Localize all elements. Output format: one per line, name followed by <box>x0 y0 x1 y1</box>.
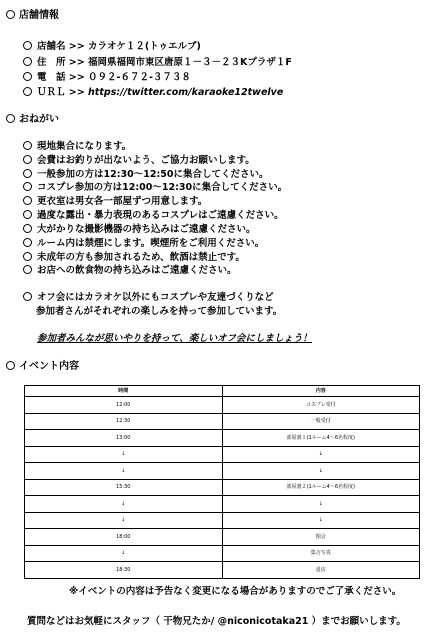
table-row: 18:00 閉会 <box>25 529 420 546</box>
table-row: ↓ 集合写真 <box>25 545 420 562</box>
store-url-link[interactable]: https://twitter.com/karaoke12twelve <box>88 87 284 98</box>
request-item: 会費はお釣りが出ないよう、ご協力お願いします。 <box>23 155 255 167</box>
circle-bullet-icon <box>23 196 32 205</box>
circle-bullet-icon <box>23 265 32 274</box>
store-name-value: カラオケ１２(トゥエルブ) <box>88 41 201 52</box>
request-item: ルーム内は禁煙にします。喫煙所をご利用ください。 <box>23 238 264 250</box>
store-phone-row <box>23 72 191 84</box>
closing-line-2: 参加者さんがそれぞれの楽しみを持って参加しています。 <box>36 306 283 317</box>
circle-bullet-icon <box>23 57 32 66</box>
store-url-row <box>23 87 283 99</box>
closing-line-1: オフ会にはカラオケ以外にもコスプレや友達づくりなど <box>23 292 274 304</box>
request-item: コスプレ参加の方は12:00～12:30に集合してください。 <box>23 182 287 194</box>
circle-bullet-icon <box>23 87 32 96</box>
store-name-row <box>23 41 201 53</box>
event-schedule-table <box>24 385 420 579</box>
event-heading: イベント内容 <box>6 361 79 373</box>
store-address-value: 福岡県福岡市東区唐原１－３－２３Kプラザ１F <box>88 57 292 68</box>
circle-bullet-icon <box>23 155 32 164</box>
event-change-note: ※イベントの内容は予告なく変更になる場合がありますのでご了承ください。 <box>69 586 402 597</box>
circle-bullet-icon <box>23 141 32 150</box>
store-phone-label: 電 話 >> <box>37 72 85 83</box>
request-item: 更衣室は男女各一部屋ずつ用意します。 <box>23 196 207 208</box>
store-name-label: 店舗名 >> <box>37 41 85 52</box>
circle-bullet-icon <box>23 224 32 233</box>
request-item: 現地集合になります。 <box>23 141 131 153</box>
store-phone-value: ０９２-６７２-３７３８ <box>88 72 191 83</box>
circle-bullet-icon <box>23 41 32 50</box>
table-row: 15:30 部屋割２(1ルーム4～6名程度) <box>25 479 420 496</box>
table-row: ↓ ↓ <box>25 512 420 529</box>
request-item: 一般参加の方は12:30～12:50に集合してください。 <box>23 169 268 181</box>
table-row: ↓ ↓ <box>25 446 420 463</box>
circle-bullet-icon <box>23 292 32 301</box>
table-row: ↓ ↓ <box>25 463 420 480</box>
request-item: 未成年の方も参加されるため、飲酒は禁止です。 <box>23 252 245 264</box>
closing-emphasis: 参加者みんなが思いやりを持って、楽しいオフ会にしましょう！ <box>37 333 313 344</box>
table-row: 18:30 退店 <box>25 562 420 579</box>
circle-bullet-icon <box>6 10 15 19</box>
circle-bullet-icon <box>6 361 15 370</box>
contact-footer: 質問などはお気軽にスタッフ（ 干物兄たか/ @niconicotaka21 ）までお願いします。 <box>27 616 406 627</box>
store-address-label: 住 所 >> <box>37 57 85 68</box>
store-address-row <box>23 57 292 69</box>
circle-bullet-icon <box>23 238 32 247</box>
table-row: 12:00 コスプレ受付 <box>25 397 420 414</box>
table-row: ↓ ↓ <box>25 496 420 513</box>
request-item: お店への飲食物の持ち込みはご遠慮ください。 <box>23 265 237 277</box>
circle-bullet-icon <box>23 210 32 219</box>
store-url-label: ＵＲＬ >> <box>37 87 85 98</box>
table-row: 12:30 一般受付 <box>25 413 420 430</box>
time-column-header: 時間 <box>25 386 223 397</box>
request-item: 過度な露出・暴力表現のあるコスプレはご遠慮ください。 <box>23 210 284 222</box>
table-header-row <box>25 386 420 397</box>
circle-bullet-icon <box>23 182 32 191</box>
content-column-header: 内容 <box>222 386 420 397</box>
request-heading: おねがい <box>6 114 59 126</box>
request-item: 大がかりな撮影機器の持ち込みはご遠慮ください。 <box>23 224 256 236</box>
circle-bullet-icon <box>23 169 32 178</box>
circle-bullet-icon <box>23 252 32 261</box>
circle-bullet-icon <box>6 114 15 123</box>
circle-bullet-icon <box>23 72 32 81</box>
store-info-heading: 店舗情報 <box>6 10 59 22</box>
table-row: 13:00 部屋割１(1ルーム4～6名程度) <box>25 430 420 447</box>
